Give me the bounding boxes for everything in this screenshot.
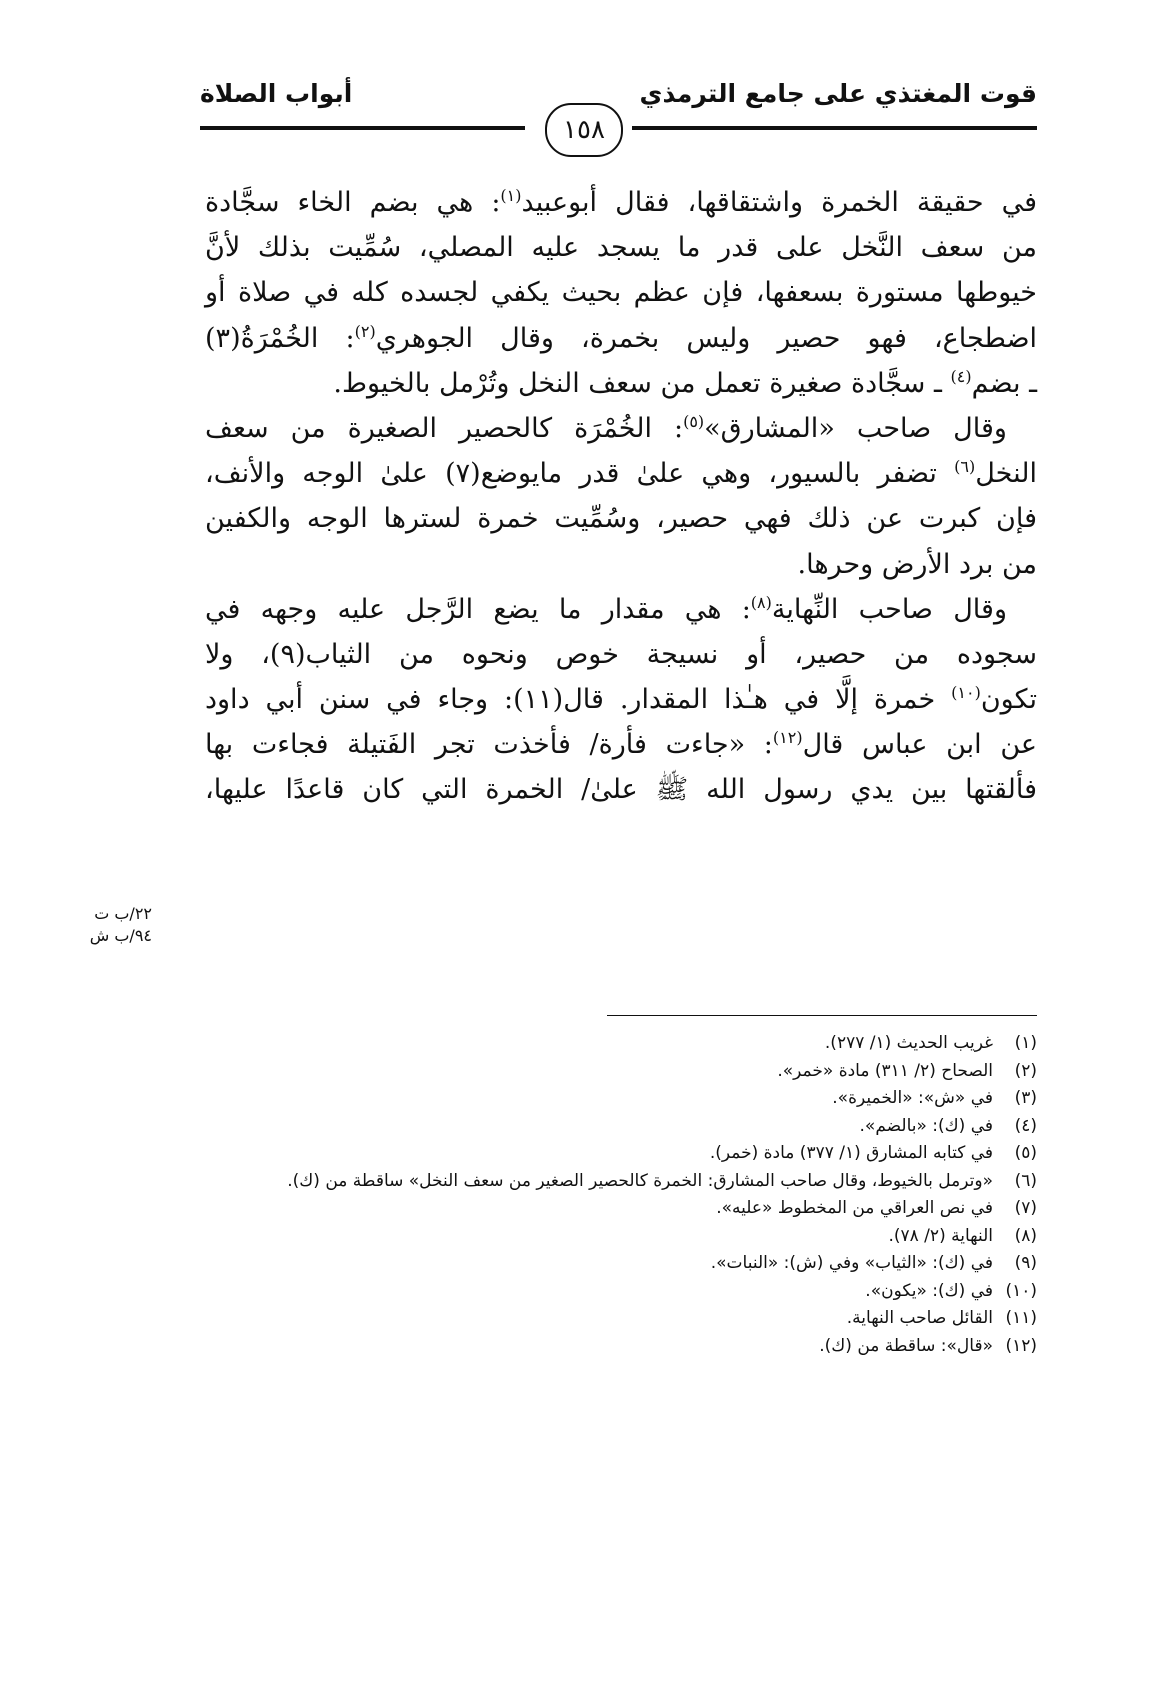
header-rule-left (200, 126, 525, 130)
page-number: ١٥٨ (545, 103, 623, 157)
text-line: وقال صاحب النِّهاية$^{(٨)}$: هي مقدار ما يضع الرَّجل عليه وجهه في (205, 592, 1007, 625)
footnote: (١١) القائل صاحب النهاية. (846, 1308, 1037, 1328)
footnote: (١٠) في (ك): «يكون». (865, 1280, 1037, 1301)
footnote: (٢) الصحاح (٢/ ٣١١) مادة «خمر». (777, 1060, 1037, 1081)
text-line: النخل$^{(٦)}$ تضفر بالسيور، وهي علىٰ قدر مايوضع(٧) علىٰ الوجه والأنف، (205, 457, 1037, 490)
footnote: (٨) النهاية (٢/ ٧٨). (888, 1225, 1037, 1246)
footnote: (٦) «وترمل بالخيوط، وقال صاحب المشارق: الخمرة كالحصير الصغير من سعف النخل» ساقطة من (ك). (287, 1170, 1037, 1191)
main-text (205, 180, 1037, 813)
text-line: من سعف النَّخل على قدر ما يسجد عليه المصلي، سُمِّيت بذلك لأنَّ (205, 232, 1037, 264)
text-line: في حقيقة الخمرة واشتقاقها، فقال أبوعبيد$^{(١)}$: هي بضم الخاء سجَّادة (205, 186, 1037, 218)
footnotes (197, 1030, 1037, 1360)
footnote: (١) غريب الحديث (١/ ٢٧٧). (824, 1033, 1037, 1053)
footnote: (٣) في «ش»: «الخميرة». (832, 1088, 1037, 1108)
footnote: (٧) في نص العراقي من المخطوط «عليه». (716, 1198, 1037, 1218)
text-line: تكون$^{(١٠)}$ خمرة إلَّا في هـٰذا المقدار. قال(١١): وجاء في سنن أبي داود (205, 683, 1038, 716)
text-line: فإن كبرت عن ذلك فهي حصير، وسُمِّيت خمرة لسترها الوجه والكفين (205, 503, 1037, 535)
text-line: عن ابن عباس قال$^{(١٢)}$: «جاءت فأرة/ فأخذت تجر الفَتيلة فجاءت بها (205, 728, 1037, 761)
text-line: سجوده من حصير، أو نسيجة خوص ونحوه من الثياب(٩)، ولا (205, 638, 1037, 670)
footnote: (٤) في (ك): «بالضم». (859, 1115, 1037, 1136)
margin-note-line: ٢٢/ب ت (94, 904, 152, 923)
footnote-separator (607, 1015, 1037, 1016)
footnote: (٥) في كتابه المشارق (١/ ٣٧٧) مادة (خمر). (709, 1143, 1037, 1163)
running-header-book-title: قوت المغتذي على جامع الترمذي (639, 79, 1037, 108)
text-line: من برد الأرض وحرها. (797, 548, 1037, 580)
running-header-chapter: أبواب الصلاة (200, 79, 353, 108)
margin-note-line: ٩٤/ب ش (89, 926, 152, 945)
margin-manuscript-reference (82, 903, 152, 947)
text-line: ـ بضم$^{(٤)}$ ـ سجَّادة صغيرة تعمل من سعف النخل وتُرْمل بالخيوط. (333, 366, 1037, 399)
text-line: فألقتها بين يدي رسول الله ﷺ علىٰ/ الخمرة التي كان قاعدًا عليها، (205, 774, 1037, 806)
footnote: (١٢) «قال»: ساقطة من (ك). (819, 1335, 1037, 1356)
footnote: (٩) في (ك): «الثياب» وفي (ش): «النبات». (710, 1253, 1037, 1273)
text-line: وقال صاحب «المشارق»$^{(٥)}$: الخُمْرَة كالحصير الصغيرة من سعف (205, 411, 1007, 444)
text-line: اضطجاع، فهو حصير وليس بخمرة، وقال الجوهري$^{(٢)}$: الخُمْرَةُ(٣) (205, 321, 1037, 354)
header-rule-right (632, 126, 1037, 130)
text-line: خيوطها مستورة بسعفها، فإن عظم بحيث يكفي لجسده كله في صلاة أو (205, 277, 1037, 309)
